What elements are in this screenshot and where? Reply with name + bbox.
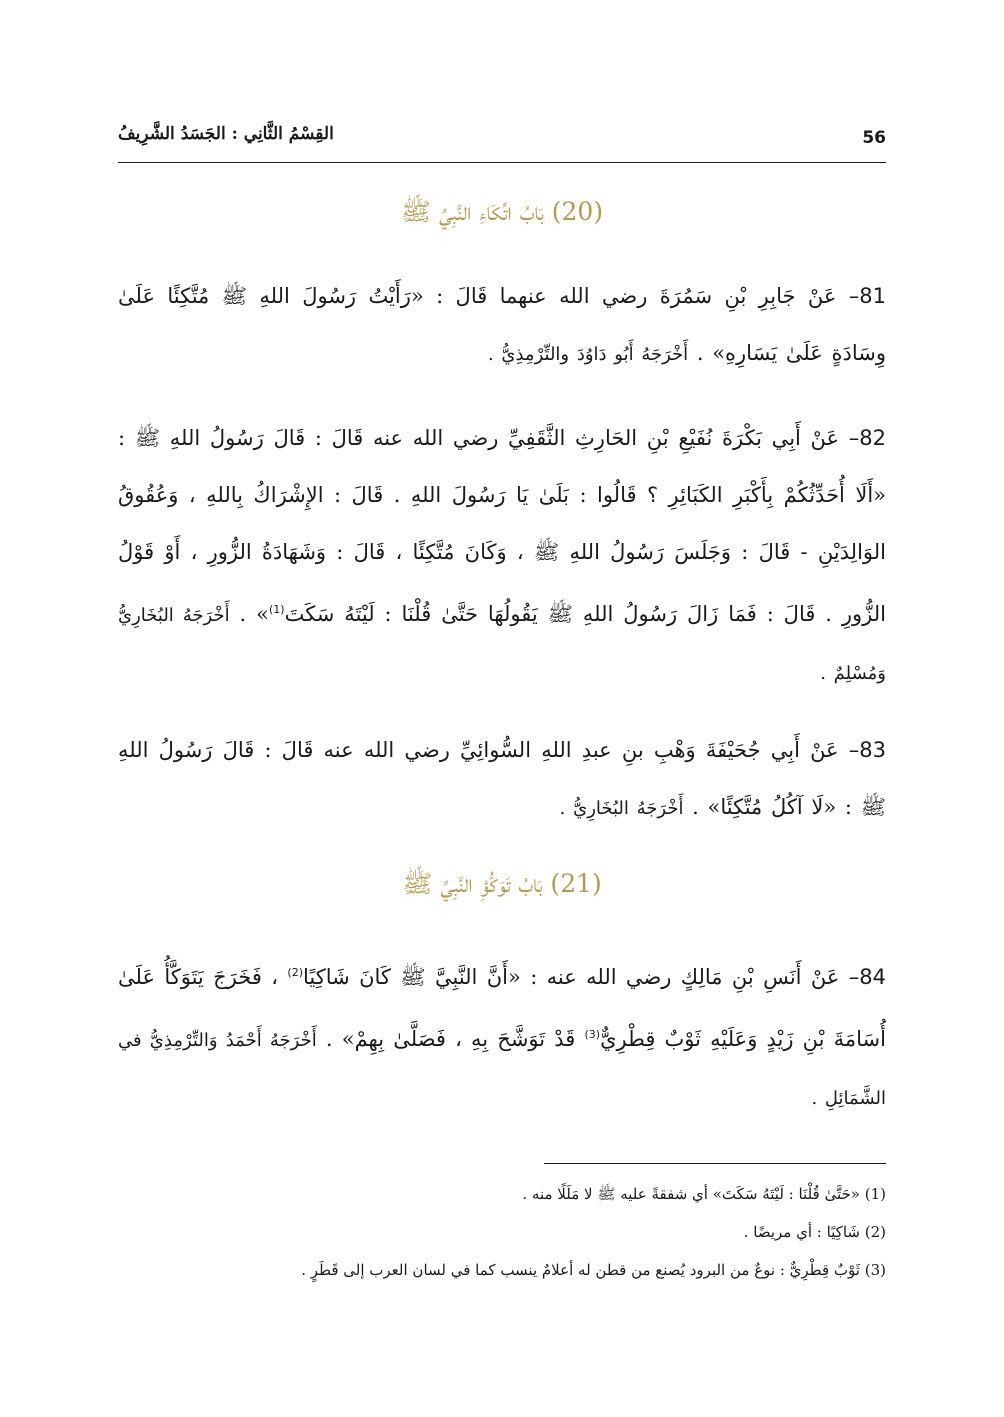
footnote-ref: (1) [268, 603, 285, 616]
footnote-ref: (2) [287, 966, 303, 979]
page-header [118, 118, 886, 163]
chapter-heading-20: (20) بَابُ اتِّكَاءِ النَّبِيِّ ﷺ [400, 197, 604, 226]
running-title: القِسْمُ الثَّانِي : الجَسَدُ الشَّرِيفُ [118, 124, 334, 144]
hadith-82 [118, 410, 886, 702]
hadith-number: 84– [848, 965, 887, 989]
hadith-text-middle: ، فَخَرَجَ يَتَوَكَّأُ عَلَىٰ أُسَامَةَ بْنِ زَيْدٍ وَعَلَيْهِ ثَوْبٌ قِطْرِيٌّ [118, 965, 886, 1051]
hadith-text: عَنْ أَنَسِ بْنِ مَالِكٍ رضي الله عنه : «أَنَّ النَّبِيَّ ﷺ كَانَ شَاكِيًا [302, 965, 840, 989]
footnote-2: (2) شَاكِيًا : أي مريضًا . [743, 1223, 886, 1241]
hadith-takhrij: أَخْرَجَهُ أَحْمَدُ وَالتِّرْمِذِيُّ في الشَّمَائِلِ . [118, 1030, 886, 1109]
chapter-heading-21: (21) بَابُ تَوَكُّؤِ النَّبِيِّ ﷺ [402, 869, 602, 898]
hadith-text-end: » . [239, 602, 269, 626]
hadith-text: عَنْ جَابِرِ بْنِ سَمُرَةَ رضي الله عنهما قَالَ : «رَأَيْتُ رَسُولَ اللهِ ﷺ مُتَّكِئًا عَلَىٰ وِسَادَةٍ عَلَىٰ يَسَارِهِ» . [118, 284, 886, 365]
hadith-81 [118, 268, 886, 383]
footnotes [118, 1175, 886, 1289]
hadith-84 [118, 944, 886, 1127]
hadith-text: عَنْ أَبِي بَكْرَةَ نُفَيْعِ بْنِ الحَارِثِ الثَّقَفِيِّ رضي الله عنه قَالَ : قَالَ رَسُولُ اللهِ ﷺ : «أَلَا أُحَدِّثُكُمْ بِأَكْبَرِ الكَبَائِرِ ؟ قَالُوا : بَلَىٰ يَا رَسُولَ اللهِ . قَالَ : الإِشْرَاكُ بِاللهِ ، وَعُقُوقُ الوَالِدَيْنِ - قَالَ : وَجَلَسَ رَسُولُ اللهِ ﷺ ، وَكَانَ مُتَّكِئًا ، قَالَ : وَشَهَادَةُ الزُّورِ ، أَوْ قَوْلُ الزُّورِ . قَالَ : فَمَا زَالَ رَسُولُ اللهِ ﷺ يَقُولُهَا حَتَّىٰ قُلْنَا : لَيْتَهُ سَكَتَ [118, 426, 886, 626]
hadith-number: 83– [848, 738, 886, 762]
footnote-ref: (3) [584, 1028, 601, 1041]
hadith-number: 82– [848, 426, 886, 450]
footnote-divider [544, 1163, 886, 1164]
hadith-takhrij: أَخْرَجَهُ أَبُو دَاوُدَ والتِّرْمِذِيُّ . [487, 344, 689, 365]
hadith-takhrij: أَخْرَجَهُ البُخَارِيُّ . [559, 798, 684, 819]
footnote-3: (3) ثَوْبٌ قِطْرِيٌّ : نوعٌ من البرود يُصنع من قطن له أعلامٌ ينسب كما في لسان العرب إلى قَطَرٍ . [301, 1261, 886, 1279]
hadith-text-end: قَدْ تَوَشَّحَ بِهِ ، فَصَلَّىٰ بِهِمْ» . [325, 1027, 576, 1051]
hadith-text: عَنْ أَبِي جُحَيْفَةَ وَهْبِ بنِ عبدِ اللهِ السُّوائِيِّ رضي الله عنه قَالَ : قَالَ رَسُولُ اللهِ ﷺ : «لَا آكُلُ مُتَّكِئًا» . [118, 738, 886, 819]
page-number: 56 [862, 128, 886, 148]
hadith-takhrij: أَخْرَجَهُ البُخَارِيُّ وَمُسْلِمٌ . [118, 605, 886, 684]
hadith-number: 81– [848, 284, 887, 308]
hadith-83 [118, 722, 886, 837]
footnote-1: (1) «حَتَّىٰ قُلْنَا : لَيْتَهُ سَكَتَ» أي شفقةً عليه ﷺ لا مَلَلًا منه . [522, 1185, 886, 1203]
